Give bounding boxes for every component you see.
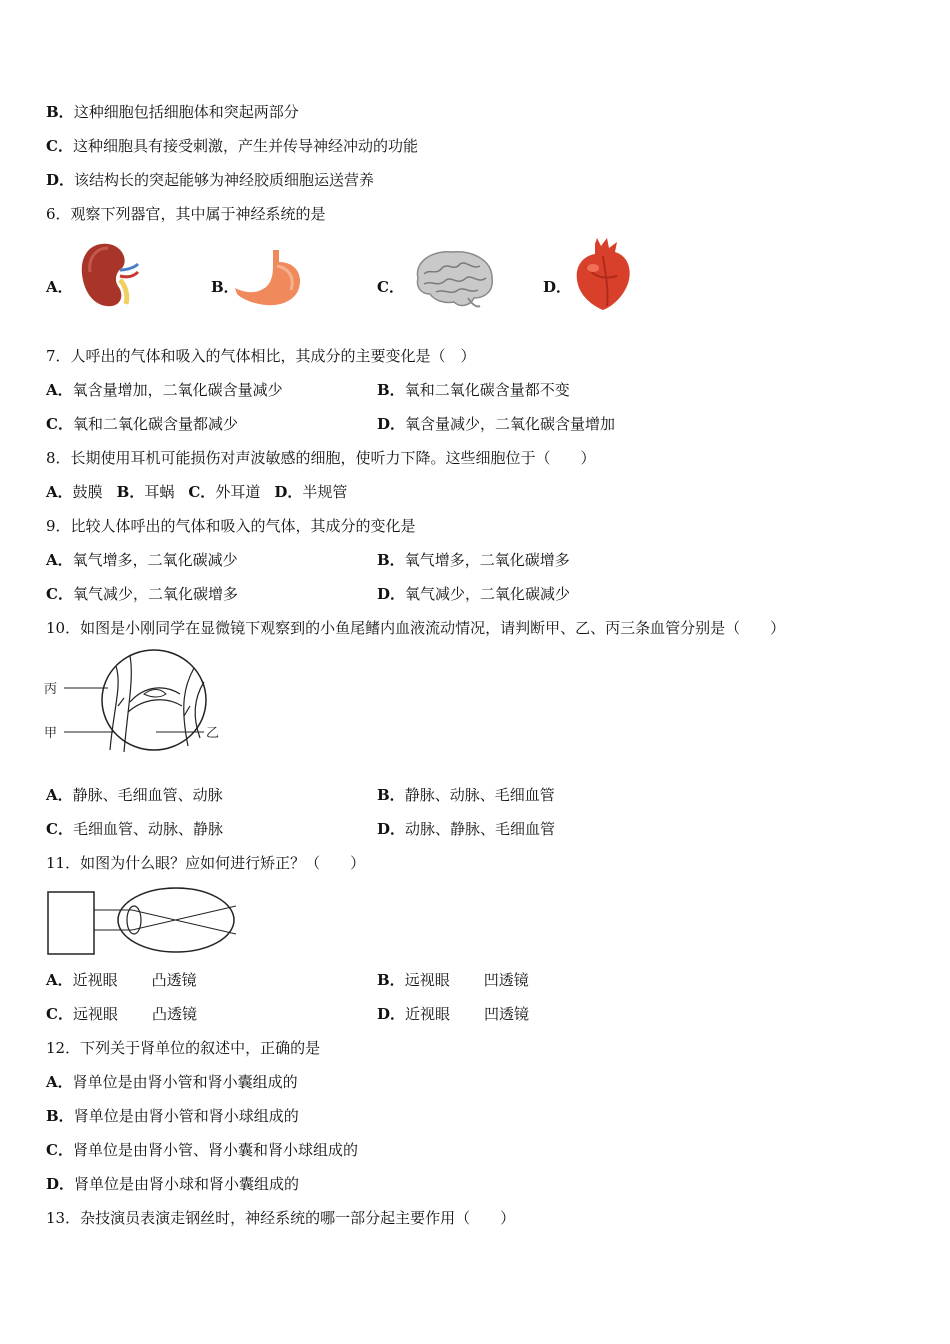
option-letter: B． bbox=[377, 381, 405, 399]
option-letter: A． bbox=[46, 483, 73, 501]
option-text: 肾单位是由肾小管、肾小囊和肾小球组成的 bbox=[72, 1141, 358, 1159]
q12-option-d bbox=[46, 1174, 299, 1194]
kidney-icon bbox=[78, 240, 142, 310]
option-lens: 凸透镜 bbox=[151, 971, 197, 989]
option-eye: 近视眼 bbox=[72, 971, 118, 989]
q11-option-b bbox=[377, 970, 529, 990]
option-letter: A． bbox=[46, 381, 73, 399]
option-text: 动脉、静脉、毛细血管 bbox=[405, 820, 556, 838]
option-letter: B． bbox=[46, 1107, 74, 1125]
q12-stem: 12．下列关于肾单位的叙述中，正确的是 bbox=[46, 1039, 321, 1057]
option-letter: C． bbox=[46, 1141, 73, 1159]
q11-stem: 11．如图为什么眼？应如何进行矫正？（ ） bbox=[46, 854, 366, 872]
option-text: 氧含量增加，二氧化碳含量减少 bbox=[72, 381, 283, 399]
q7-option-c bbox=[46, 414, 238, 434]
option-text: 氧和二氧化碳含量都不变 bbox=[404, 381, 570, 399]
option-letter: C． bbox=[46, 137, 73, 155]
q10-option-c bbox=[46, 819, 223, 839]
option-lens: 凹透镜 bbox=[484, 1005, 530, 1023]
q10-option-b bbox=[377, 785, 555, 805]
option-text: 肾单位是由肾小球和肾小囊组成的 bbox=[74, 1175, 300, 1193]
option-text: 氧气增多，二氧化碳增多 bbox=[404, 551, 570, 569]
q6-label-d: D． bbox=[543, 278, 572, 296]
heart-icon bbox=[573, 236, 635, 312]
label-yi: 乙 bbox=[206, 726, 220, 741]
q6-stem: 6．观察下列器官，其中属于神经系统的是 bbox=[46, 205, 326, 223]
option-text: 鼓膜 bbox=[72, 483, 103, 501]
option-letter: D． bbox=[274, 483, 303, 501]
q12-option-b bbox=[46, 1106, 299, 1126]
q9-stem: 9．比较人体呼出的气体和吸入的气体，其成分的变化是 bbox=[46, 517, 416, 535]
option-text: 这种细胞具有接受刺激，产生并传导神经冲动的功能 bbox=[72, 137, 418, 155]
q10-stem: 10．如图是小刚同学在显微镜下观察到的小鱼尾鳍内血液流动情况，请判断甲、乙、丙三条血管分别是（ ） bbox=[46, 619, 786, 637]
option-letter: A． bbox=[46, 971, 73, 989]
option-text: 氧和二氧化碳含量都减少 bbox=[72, 415, 238, 433]
eye-diagram bbox=[46, 884, 246, 958]
q8-stem: 8．长期使用耳机可能损伤对声波敏感的细胞，使听力下降。这些细胞位于（ ） bbox=[46, 449, 596, 467]
q11-option-c bbox=[46, 1004, 197, 1024]
option-text: 氧含量减少，二氧化碳含量增加 bbox=[405, 415, 616, 433]
q8-options bbox=[46, 482, 347, 502]
option-letter: A． bbox=[46, 551, 73, 569]
option-text: 毛细血管、动脉、静脉 bbox=[72, 820, 223, 838]
label-bing: 丙 bbox=[44, 682, 58, 697]
option-letter: B． bbox=[116, 483, 145, 501]
option-text: 氧气增多，二氧化碳减少 bbox=[72, 551, 238, 569]
option-text: 静脉、毛细血管、动脉 bbox=[72, 786, 223, 804]
option-eye: 近视眼 bbox=[405, 1005, 451, 1023]
option-eye: 远视眼 bbox=[404, 971, 450, 989]
option-text: 静脉、动脉、毛细血管 bbox=[404, 786, 555, 804]
option-letter: C． bbox=[188, 483, 216, 501]
option-letter: B． bbox=[377, 971, 405, 989]
option-letter: C． bbox=[46, 1005, 73, 1023]
brain-icon bbox=[410, 248, 496, 312]
q11-option-d bbox=[377, 1004, 529, 1024]
q11-option-a bbox=[46, 970, 197, 990]
option-text: 氧气减少，二氧化碳增多 bbox=[72, 585, 238, 603]
option-text: 半规管 bbox=[302, 483, 348, 501]
option-text: 该结构长的突起能够为神经胶质细胞运送营养 bbox=[74, 171, 375, 189]
q9-option-c bbox=[46, 584, 238, 604]
option-letter: B． bbox=[46, 103, 74, 121]
q7-option-a bbox=[46, 380, 283, 400]
q10-option-d bbox=[377, 819, 555, 839]
label-jia: 甲 bbox=[44, 726, 58, 741]
q6-label-c: C． bbox=[377, 278, 404, 296]
blood-vessel-diagram bbox=[44, 646, 224, 756]
q5-option-c bbox=[46, 136, 418, 156]
option-text: 肾单位是由肾小管和肾小球组成的 bbox=[73, 1107, 299, 1125]
q7-stem: 7．人呼出的气体和吸入的气体相比，其成分的主要变化是（ ） bbox=[46, 347, 476, 365]
option-letter: D． bbox=[46, 171, 75, 189]
option-lens: 凹透镜 bbox=[483, 971, 529, 989]
q5-option-b bbox=[46, 102, 299, 122]
q10-option-a bbox=[46, 785, 223, 805]
option-letter: C． bbox=[46, 415, 73, 433]
q6-label-a: A． bbox=[46, 278, 73, 296]
stomach-icon bbox=[233, 248, 305, 310]
q6-label-b: B． bbox=[211, 278, 239, 296]
option-text: 肾单位是由肾小管和肾小囊组成的 bbox=[72, 1073, 298, 1091]
option-lens: 凸透镜 bbox=[151, 1005, 197, 1023]
option-letter: B． bbox=[377, 786, 405, 804]
q13-stem: 13．杂技演员表演走钢丝时，神经系统的哪一部分起主要作用（ ） bbox=[46, 1209, 516, 1227]
option-text: 这种细胞包括细胞体和突起两部分 bbox=[73, 103, 299, 121]
option-letter: A． bbox=[46, 1073, 73, 1091]
q7-option-d bbox=[377, 414, 615, 434]
option-text: 耳蜗 bbox=[144, 483, 175, 501]
q5-option-d bbox=[46, 170, 374, 190]
option-letter: D． bbox=[377, 1005, 406, 1023]
option-letter: B． bbox=[377, 551, 405, 569]
option-letter: C． bbox=[46, 585, 73, 603]
q9-option-b bbox=[377, 550, 570, 570]
q12-option-a bbox=[46, 1072, 298, 1092]
option-letter: D． bbox=[377, 415, 406, 433]
option-letter: D． bbox=[377, 585, 406, 603]
q12-option-c bbox=[46, 1140, 358, 1160]
option-letter: A． bbox=[46, 786, 73, 804]
option-letter: D． bbox=[46, 1175, 75, 1193]
option-eye: 远视眼 bbox=[72, 1005, 118, 1023]
option-letter: C． bbox=[46, 820, 73, 838]
q7-option-b bbox=[377, 380, 570, 400]
q9-option-d bbox=[377, 584, 570, 604]
option-text: 氧气减少，二氧化碳减少 bbox=[405, 585, 571, 603]
option-letter: D． bbox=[377, 820, 406, 838]
q9-option-a bbox=[46, 550, 238, 570]
option-text: 外耳道 bbox=[215, 483, 261, 501]
